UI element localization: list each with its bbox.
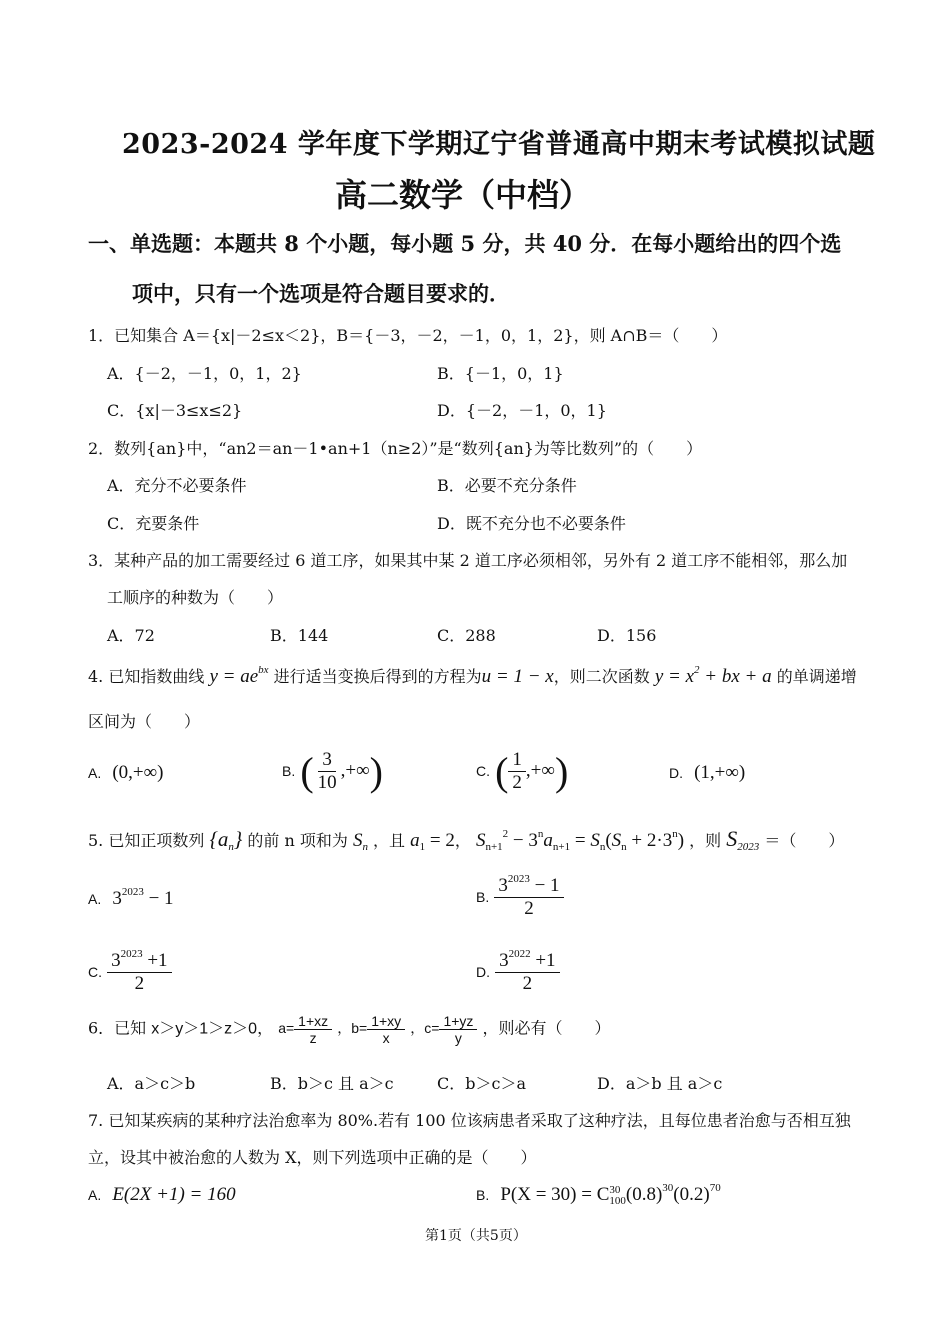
q5-option-b: B. $\frac{3^{2023} - 1}{2}$	[476, 875, 564, 920]
q1-option-b: B．{－1，0，1}	[437, 364, 564, 383]
q5-text-5: ＝（ ）	[764, 831, 845, 850]
q4-text-3: ，则二次函数	[553, 667, 650, 686]
q6-option-c: C．b＞c＞a	[437, 1074, 526, 1093]
q5-text-1: 5. 已知正项数列	[88, 831, 205, 850]
question-2: 2．数列{an}中，“an2＝an－1•an+1（n≥2）”是“数列{an}为等比数列”的（ ）	[88, 439, 703, 458]
exam-subtitle: 高二数学（中档）	[335, 176, 592, 214]
q2-option-a: A．充分不必要条件	[107, 476, 247, 495]
q2-option-d: D．既不充分也不必要条件	[437, 514, 626, 533]
q5-formula-s2023: $S_{2023}$	[726, 826, 760, 853]
q5-option-a: A. $3^{2023} - 1$	[88, 886, 174, 909]
question-5: 5. 已知正项数列 $\{a_n\}$ 的前 n 项和为 $S_n$ ，且 $a_1 = 2$， $S_{n+1}^2 - 3^na_{n+1} = S_n(S_n + 2\cdot 3^n)$ ，则 $S_{2023}$ ＝（ ）	[88, 826, 845, 853]
q6-option-b: B．b＞c 且 a＞c	[270, 1074, 394, 1093]
q4-option-b: B. ( $\frac{3}{10}$ ,+∞)	[282, 749, 383, 794]
section-heading-cont: 项中，只有一个选项是符合题目要求的．	[132, 281, 510, 306]
section-heading: 一、单选题：本题共 8 个小题，每小题 5 分，共 40 分．在每小题给出的四个选	[88, 231, 842, 256]
q4-option-d: D. (1,+∞)	[669, 762, 746, 783]
q6-condition: x＞y＞1＞z＞0，	[151, 1020, 274, 1038]
q5-formula-a1: $a_1 = 2$	[410, 830, 455, 853]
q5-text-2: 的前 n 项和为	[247, 831, 348, 850]
q4-text-2: 进行适当变换后得到的方程为	[273, 667, 482, 686]
q3-option-a: A．72	[107, 626, 155, 645]
q6-c-def: ，c= $\frac{1+yz}{y}$	[410, 1020, 477, 1036]
q5-option-c: C. $\frac{3^{2023} +1}{2}$	[88, 950, 172, 995]
question-7: 7. 已知某疾病的某种疗法治愈率为 80%.若有 100 位该病患者采取了这种疗法，且每位患者治愈与否相互独	[88, 1111, 851, 1130]
question-3-cont: 工顺序的种数为（ ）	[107, 588, 284, 607]
q1-option-c: C．{x|－3≤x≤2}	[107, 401, 243, 420]
q3-option-c: C．288	[437, 626, 496, 645]
q5-formula-seq: $\{a_n\}$	[209, 827, 243, 853]
question-4-cont: 区间为（ ）	[88, 712, 201, 731]
exam-title: 2023-2024 学年度下学期辽宁省普通高中期末考试模拟试题	[122, 129, 876, 160]
q4-option-a: A. (0,+∞)	[88, 762, 164, 783]
question-4	[88, 664, 857, 688]
q5-formula-recurrence: $S_{n+1}^2 - 3^na_{n+1} = S_n(S_n + 2\cdot 3^n)$	[475, 828, 685, 853]
q3-option-b: B．144	[270, 626, 329, 645]
q5-formula-sn: $S_n$	[352, 830, 368, 853]
q5-text-3: ，且	[373, 831, 406, 850]
q3-option-d: D．156	[597, 626, 657, 645]
q4-formula-1: $y = ae^{bx}$	[209, 664, 269, 687]
page-footer: 第1页（共5页）	[425, 1228, 527, 1244]
question-3: 3．某种产品的加工需要经过 6 道工序，如果其中某 2 道工序必须相邻，另外有 2 道工序不能相邻，那么加	[88, 551, 848, 570]
q6-text-1: 6．已知	[88, 1018, 147, 1038]
q7-option-b: B. P(X = 30) = C 30 100 $(0.8)^{30}(0.2)^{70}$	[476, 1182, 721, 1207]
question-7-cont: 立，设其中被治愈的人数为 X，则下列选项中正确的是（ ）	[88, 1148, 537, 1167]
question-6	[88, 1013, 611, 1046]
q5-option-d: D. $\frac{3^{2022} +1}{2}$	[476, 950, 560, 995]
q1-option-d: D．{－2，－1，0，1}	[437, 401, 607, 420]
q6-option-d: D．a＞b 且 a＞c	[597, 1074, 723, 1093]
q2-option-c: C．充要条件	[107, 514, 200, 533]
q1-option-a: A．{－2，－1，0，1，2}	[107, 364, 302, 383]
q7-option-a: A. E(2X +1) = 160	[88, 1184, 236, 1205]
q4-formula-2: u = 1 − x	[481, 666, 554, 687]
q4-text-1: 4. 已知指数曲线	[88, 667, 205, 686]
q5-text-4: ，则	[689, 831, 722, 850]
q4-text-4: 的单调递增	[776, 667, 857, 686]
q4-option-c: C. ( $\frac{1}{2}$ ,+∞)	[476, 749, 569, 794]
q6-b-def: ，b= $\frac{1+xy}{x}$	[337, 1020, 405, 1036]
q6-a-def: a= $\frac{1+xz}{z}$	[278, 1020, 332, 1036]
q4-formula-3: $y = x^2$ + bx + a	[654, 664, 772, 687]
q2-option-b: B．必要不充分条件	[437, 476, 577, 495]
q6-option-a: A．a＞c＞b	[107, 1074, 196, 1093]
question-1: 1．已知集合 A＝{x|－2≤x＜2}，B＝{－3，－2，－1，0，1，2}，则 A∩B＝（ ）	[88, 326, 728, 345]
q6-text-2: ，则必有（ ）	[482, 1018, 611, 1038]
